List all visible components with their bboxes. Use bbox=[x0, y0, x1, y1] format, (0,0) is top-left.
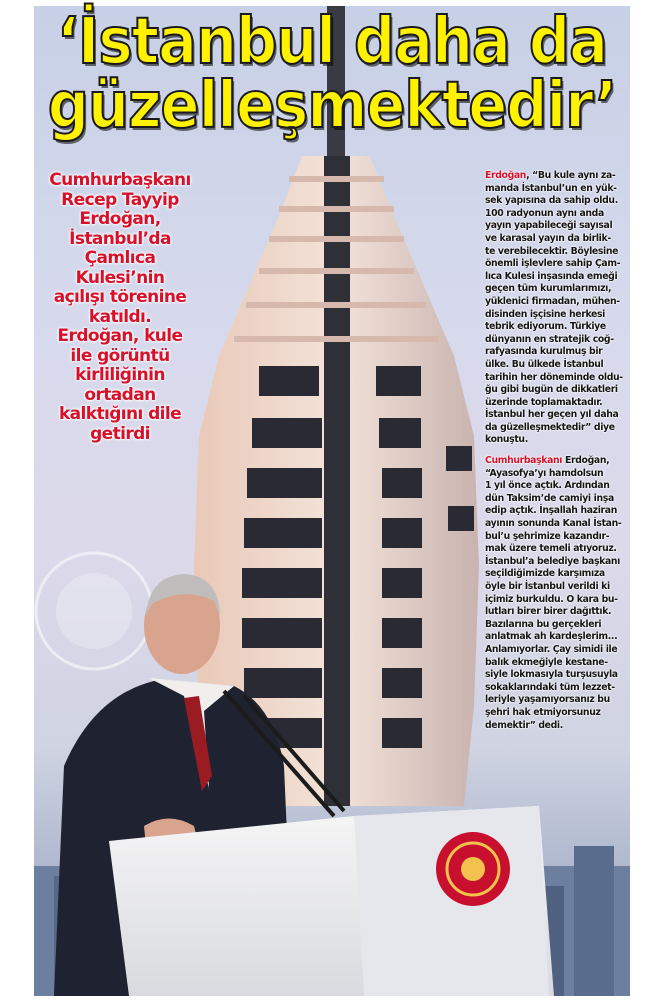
lead-line: Cumhurbaşkanı bbox=[49, 170, 191, 190]
lead-line: kalktığını dile bbox=[58, 404, 182, 424]
body-line: mak üzere temeli atıyoruz. bbox=[485, 543, 617, 555]
body-line: balık ekmeğiyle kestane- bbox=[485, 656, 608, 668]
lead-line: ile görüntü bbox=[70, 345, 170, 366]
body-line: ğu gibi bugün de dikkatleri bbox=[485, 384, 618, 396]
body-line: Anlamıyorlar. Çay simidi ile bbox=[485, 643, 618, 655]
body-line: İstanbul her geçen yıl daha bbox=[485, 409, 619, 421]
body-line: lıca Kulesi inşasında emeği bbox=[485, 270, 618, 282]
lead-line: getirdi bbox=[90, 423, 150, 444]
body-line: anlatmak ah kardeşlerim... bbox=[485, 631, 618, 643]
body-line: demektir” dedi. bbox=[485, 719, 563, 731]
body-line: geçen tüm kurumlarımızı, bbox=[485, 283, 612, 295]
headline-line-2: güzelleşmektedir’ bbox=[47, 69, 617, 143]
body-line: “Ayasofya’yı hamdolsun bbox=[485, 467, 604, 479]
body-line: yüklenici firmadan, mühen- bbox=[485, 295, 620, 307]
body-line: ülke. Bu ülkede İstanbul bbox=[485, 358, 604, 370]
body-line: dünyanın en stratejik coğ- bbox=[485, 333, 614, 345]
body-line-rest: Erdoğan, bbox=[562, 455, 610, 467]
body-line bbox=[485, 455, 625, 468]
body-line: da güzelleşmektedir” diye bbox=[485, 421, 615, 433]
body-line: 100 radyonun aynı anda bbox=[485, 207, 604, 219]
lead-line: kirliliğinin bbox=[75, 365, 165, 385]
lead-line: İstanbul’da bbox=[69, 228, 171, 249]
body-line: tarihin her döneminde oldu- bbox=[485, 371, 623, 383]
headline-line-1: ‘İstanbul daha da bbox=[57, 5, 607, 79]
lead-line: Çamlıca bbox=[84, 248, 156, 268]
body-line: bul’u şehrimize kazandır- bbox=[485, 530, 610, 542]
body-line: manda İstanbul’un en yük- bbox=[485, 182, 617, 194]
body-line: te verebilecektir. Böylesine bbox=[485, 245, 619, 257]
lead-line: Erdoğan, bbox=[79, 209, 161, 229]
body-line: Bazılarına bu gerçekleri bbox=[485, 618, 602, 630]
body-line: leriyle yaşamıyorsanız bu bbox=[485, 694, 610, 706]
article-body bbox=[485, 170, 625, 732]
body-line: tebrik ediyorum. Türkiye bbox=[485, 321, 606, 333]
title-keyword: Cumhurbaşkanı bbox=[485, 455, 563, 467]
body-line: ayının sonunda Kanal İstan- bbox=[485, 518, 622, 530]
paragraph-gap bbox=[485, 447, 625, 455]
body-line: lutları birer birer dağıttık. bbox=[485, 606, 612, 618]
body-line: dün Taksim’de camiyi inşa bbox=[485, 492, 614, 504]
body-line: seçildiğimizde karşımıza bbox=[485, 568, 605, 580]
body-line: sek yapısına da sahip oldu. bbox=[485, 195, 618, 207]
podium bbox=[109, 806, 554, 996]
lead-paragraph bbox=[40, 171, 200, 444]
body-line: 1 yıl önce açtık. Ardından bbox=[485, 480, 610, 492]
lead-line: ortadan bbox=[84, 384, 156, 405]
body-line: ve karasal yayın da birlik- bbox=[485, 232, 611, 244]
body-line: üzerinde toplamaktadır. bbox=[485, 396, 603, 408]
lead-line: Erdoğan, kule bbox=[57, 326, 183, 346]
headline bbox=[34, 5, 630, 143]
body-line: yayın yapabileceği sayısal bbox=[485, 220, 613, 232]
body-line: siyle lokmasıyla turşusuyla bbox=[485, 669, 618, 681]
body-line: edip açtık. İnşallah haziran bbox=[485, 505, 617, 517]
lead-line: Kulesi’nin bbox=[75, 267, 165, 288]
body-line: öyle bir İstanbul verildi ki bbox=[485, 581, 610, 592]
body-line: konuştu. bbox=[485, 434, 528, 446]
body-line: İstanbul’a belediye başkanı bbox=[485, 555, 621, 567]
body-line: disinden işçisine herkesi bbox=[485, 308, 606, 320]
body-line bbox=[485, 170, 625, 183]
body-line-rest: , “Bu kule aynı za- bbox=[526, 170, 616, 181]
speaker-keyword: Erdoğan bbox=[485, 170, 527, 181]
body-line: rafyasında kurulmuş bir bbox=[485, 346, 603, 358]
body-line: şehri hak etmiyorsunuz bbox=[485, 706, 601, 718]
body-line: içimiz burkuldu. O kara bu- bbox=[485, 593, 618, 605]
lead-line: Recep Tayyip bbox=[61, 189, 179, 210]
lead-line: açılışı törenine bbox=[53, 287, 187, 307]
body-line: önemli işlevlere sahip Çam- bbox=[485, 258, 621, 270]
lead-line: katıldı. bbox=[88, 306, 152, 327]
body-line: sokaklarındaki tüm lezzet- bbox=[485, 681, 615, 693]
